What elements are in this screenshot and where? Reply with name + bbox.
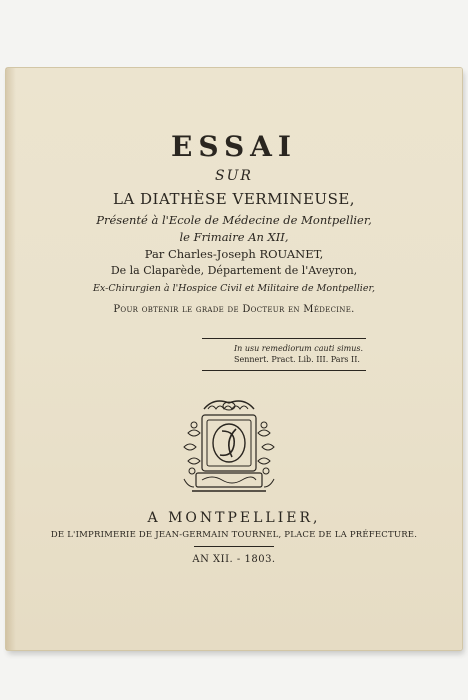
book-page — [6, 68, 462, 650]
publication-year: AN XII. - 1803. — [192, 554, 276, 565]
epigraph-bottom-rule — [202, 370, 366, 371]
imprint-city: A MONTPELLIER, — [147, 510, 321, 526]
epigraph-quote: In usu remediorum cauti simus. — [234, 344, 364, 353]
degree-line: Pour obtenir le grade de Docteur en Médecine. — [113, 304, 355, 315]
monogram-ornament — [174, 395, 284, 498]
date-line: le Frimaire An XII, — [179, 230, 289, 244]
title: ESSAI — [171, 130, 297, 163]
title-connector: SUR — [215, 168, 253, 184]
epigraph-source: Sennert. Pract. Lib. III. Pars II. — [234, 355, 360, 364]
epigraph-top-rule — [202, 338, 366, 339]
epigraph — [234, 343, 363, 365]
subject-line: LA DIATHÈSE VERMINEUSE, — [112, 190, 356, 208]
imprint-rule — [194, 546, 274, 547]
author-line: Par Charles-Joseph ROUANET, — [144, 247, 324, 261]
presented-line: Présenté à l'Ecole de Médecine de Montpellier, — [96, 213, 372, 227]
origin-line: De la Claparède, Département de l'Aveyron, — [110, 264, 358, 277]
printer-line: DE L'IMPRIMERIE DE JEAN-GERMAIN TOURNEL, PLACE DE LA PRÉFECTURE. — [50, 530, 418, 540]
position-line: Ex-Chirurgien à l'Hospice Civil et Militaire de Montpellier, — [93, 283, 375, 294]
